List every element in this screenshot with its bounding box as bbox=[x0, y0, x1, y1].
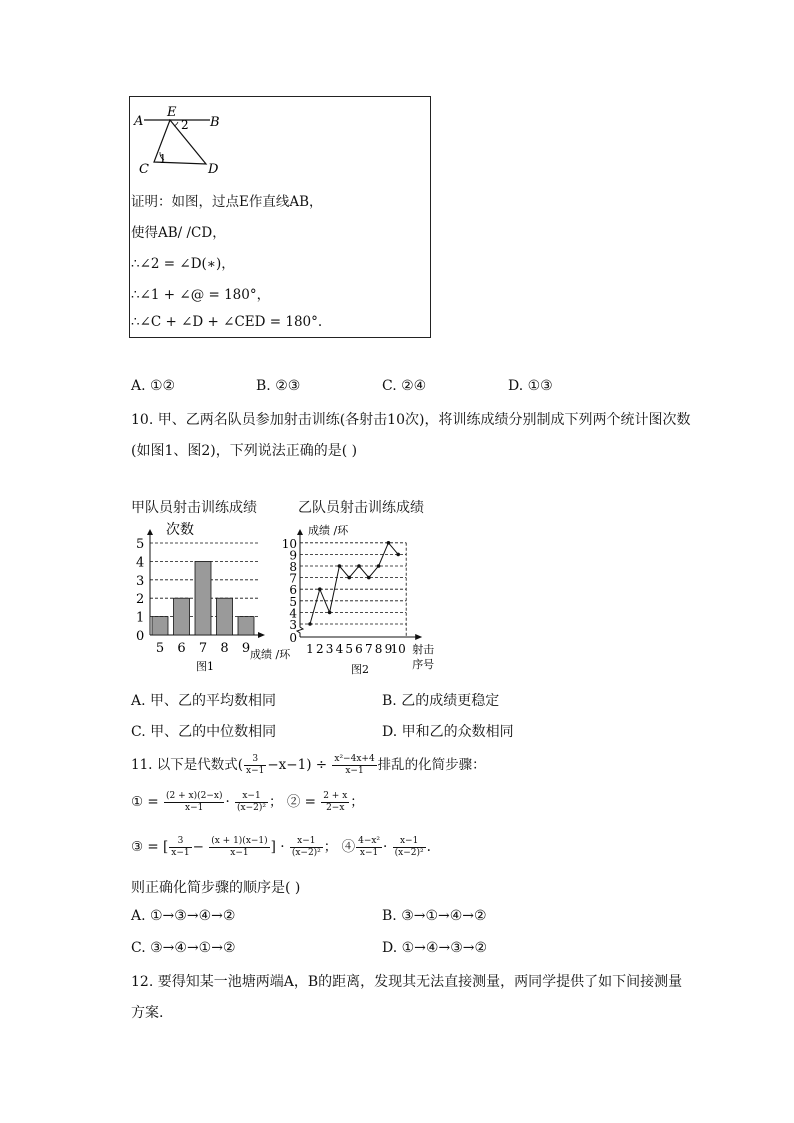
q11-frac-b: $\frac{\text{x²−4x+4}}{x-1}$ bbox=[334, 754, 375, 776]
chart2-ytick-label: 10 bbox=[281, 536, 297, 551]
chart2-ytick-label: 9 bbox=[289, 548, 297, 563]
q9-option-d: D. ①③ bbox=[508, 378, 553, 394]
proof-line-5: ∴∠C + ∠D + ∠CED = 180°. bbox=[131, 314, 323, 330]
chart2-xtick-label: 2 bbox=[315, 642, 324, 656]
q11-option-a: A. ①→③→④→② bbox=[131, 908, 236, 924]
chart1-ytick-label: 3 bbox=[136, 573, 145, 589]
chart2-y-axis bbox=[297, 531, 303, 637]
q11-stem-suffix: 排乱的化简步骤： bbox=[377, 757, 486, 773]
q11-stem-prefix: 11. 以下是代数式( bbox=[131, 757, 244, 773]
chart1-xtick-label: 9 bbox=[241, 641, 251, 656]
chart2-x-arrow bbox=[415, 634, 422, 640]
chart2-ytick-label: 5 bbox=[289, 594, 297, 609]
chart2-x-label-part1: 射击 bbox=[412, 643, 435, 656]
q11-frac-a: $\frac{3}{x-1}$ bbox=[246, 754, 265, 776]
chart2-point bbox=[328, 611, 332, 615]
chart2-point bbox=[367, 576, 371, 580]
chart2-xtick-label: 8 bbox=[374, 642, 383, 656]
chart1-xtick-label: 7 bbox=[198, 641, 208, 656]
chart2-ytick-label: 6 bbox=[289, 583, 297, 598]
chart1-xtick-label: 5 bbox=[155, 641, 165, 656]
chart2-xtick-label: 10 bbox=[390, 642, 406, 656]
chart1-xtick-label: 8 bbox=[220, 641, 229, 656]
chart1-bar bbox=[217, 598, 233, 635]
chart2-xtick-label: 1 bbox=[306, 642, 314, 656]
q11-step-3-4: ③ = [ $\frac{3}{x-1}$ − $\frac{(x + 1)(x-1)}{x-1}$ ] · $\frac{x-1}{\text{(x−2)²}}$ ； ④ $\frac{\text{4−x²}}{x-1}$ · $\frac{x-1}{\text{(x−2)²}}$ . bbox=[131, 836, 431, 858]
chart2-y-label: 成绩 /环 bbox=[308, 524, 349, 537]
chart1-y-label: 次数 bbox=[166, 522, 194, 538]
chart1-bar bbox=[195, 561, 211, 635]
chart2-xtick-label: 7 bbox=[364, 642, 373, 656]
chart1-bar bbox=[152, 617, 168, 635]
chart2-y-arrow bbox=[297, 529, 303, 535]
chart1-x-arrow bbox=[258, 632, 265, 638]
chart2-caption: 图2 bbox=[351, 663, 369, 676]
chart2-xtick-label: 4 bbox=[335, 642, 344, 656]
figure-proof-box bbox=[129, 96, 431, 338]
proof-line-3: ∴∠2 = ∠D(∗)， bbox=[131, 256, 235, 272]
chart1-y-arrow bbox=[147, 529, 153, 535]
chart1-x-label: 成绩 /环 bbox=[250, 648, 291, 661]
chart2-ytick-label: 7 bbox=[289, 571, 297, 586]
label-a: A bbox=[134, 114, 144, 129]
q10-stem-line-1: 10. 甲、乙两名队员参加射击训练(各射击10次)，将训练成绩分别制成下列两个统计图次数 bbox=[131, 412, 691, 428]
chart2-xtick-label: 3 bbox=[325, 642, 334, 656]
chart2-xtick-label: 5 bbox=[345, 642, 354, 656]
proof-line-4: ∴∠1 + ∠@ = 180°， bbox=[131, 287, 271, 303]
q10-option-d: D. 甲和乙的众数相同 bbox=[382, 724, 514, 740]
chart1-ytick-label: 2 bbox=[136, 592, 145, 608]
q11-option-d: D. ①→④→③→② bbox=[382, 940, 488, 956]
chart2-point bbox=[338, 564, 342, 568]
chart1-ytick-label: 0 bbox=[136, 629, 145, 644]
proof-line-2: 使得AB/ /CD， bbox=[131, 225, 226, 241]
q9-option-a: A. ①② bbox=[131, 378, 176, 394]
chart2-ytick-label: 3 bbox=[289, 618, 297, 632]
label-angle-2: 2 bbox=[181, 118, 189, 132]
q9-option-c: C. ②④ bbox=[382, 378, 427, 394]
chart2-ytick-label: 4 bbox=[289, 606, 297, 621]
chart2-point bbox=[347, 576, 351, 580]
q12-stem-line-2: 方案. bbox=[131, 1005, 164, 1021]
chart1-title: 甲队员射击训练成绩 bbox=[131, 500, 257, 516]
chart2-line-chart bbox=[281, 518, 465, 678]
label-c: C bbox=[139, 162, 149, 177]
chart2-point bbox=[308, 622, 312, 626]
q11-stem: 11. 以下是代数式( $\frac{3}{x-1}$ −x−1) ÷ $\frac{\text{x²−4x+4}}{x-1}$ 排乱的化简步骤： bbox=[131, 754, 486, 776]
chart1-ytick-label: 1 bbox=[136, 610, 145, 626]
chart1-caption: 图1 bbox=[196, 660, 214, 673]
chart1-ytick-label: 5 bbox=[136, 537, 145, 552]
chart2-point bbox=[357, 564, 361, 568]
chart1-bar bbox=[174, 598, 190, 635]
q10-option-b: B. 乙的成绩更稳定 bbox=[382, 693, 500, 709]
chart2-ytick-label: 8 bbox=[289, 560, 297, 574]
chart2-xtick-label: 9 bbox=[384, 642, 393, 656]
chart1-xtick-label: 6 bbox=[177, 641, 186, 656]
chart1-bar bbox=[238, 617, 254, 635]
chart2-series-line bbox=[310, 543, 398, 624]
chart2-title: 乙队员射击训练成绩 bbox=[298, 500, 424, 516]
chart1-bar-chart bbox=[128, 518, 298, 678]
chart2-ytick-label: 0 bbox=[289, 631, 297, 645]
chart2-x-label-part2: 序号 bbox=[412, 658, 435, 671]
q11-step-1-2: ① = $\frac{(2 + x)(2-x)}{x-1}$ · $\frac{x-1}{\text{(x−2)²}}$ ； ② = $\frac{2 + x}{2-x}$ ； bbox=[131, 791, 364, 813]
chart2-point bbox=[377, 564, 381, 568]
q11-option-b: B. ③→①→④→② bbox=[382, 908, 487, 924]
q10-option-a: A. 甲、乙的平均数相同 bbox=[131, 693, 277, 709]
label-d: D bbox=[208, 162, 219, 177]
chart2-point bbox=[396, 553, 400, 557]
chart2-xtick-label: 6 bbox=[355, 642, 363, 656]
q11-option-c: C. ③→④→①→② bbox=[131, 940, 236, 956]
q12-stem-line-1: 12. 要得知某一池塘两端A，B的距离，发现其无法直接测量，两同学提供了如下间接测量 bbox=[131, 974, 683, 990]
q10-option-c: C. 甲、乙的中位数相同 bbox=[131, 724, 277, 740]
label-angle-1: 1 bbox=[159, 152, 167, 166]
triangle-figure bbox=[130, 97, 240, 182]
proof-line-1: 证明：如图，过点E作直线AB， bbox=[131, 194, 323, 210]
chart1-ytick-label: 4 bbox=[136, 555, 145, 571]
label-e: E bbox=[167, 105, 177, 120]
chart2-point bbox=[318, 587, 322, 591]
q10-stem-line-2: (如图1、图2)，下列说法正确的是( ) bbox=[131, 443, 358, 459]
chart2-point bbox=[387, 541, 391, 545]
q9-option-b: B. ②③ bbox=[256, 378, 301, 394]
q11-question: 则正确化简步骤的顺序是( ) bbox=[131, 880, 301, 896]
label-b: B bbox=[210, 115, 220, 130]
